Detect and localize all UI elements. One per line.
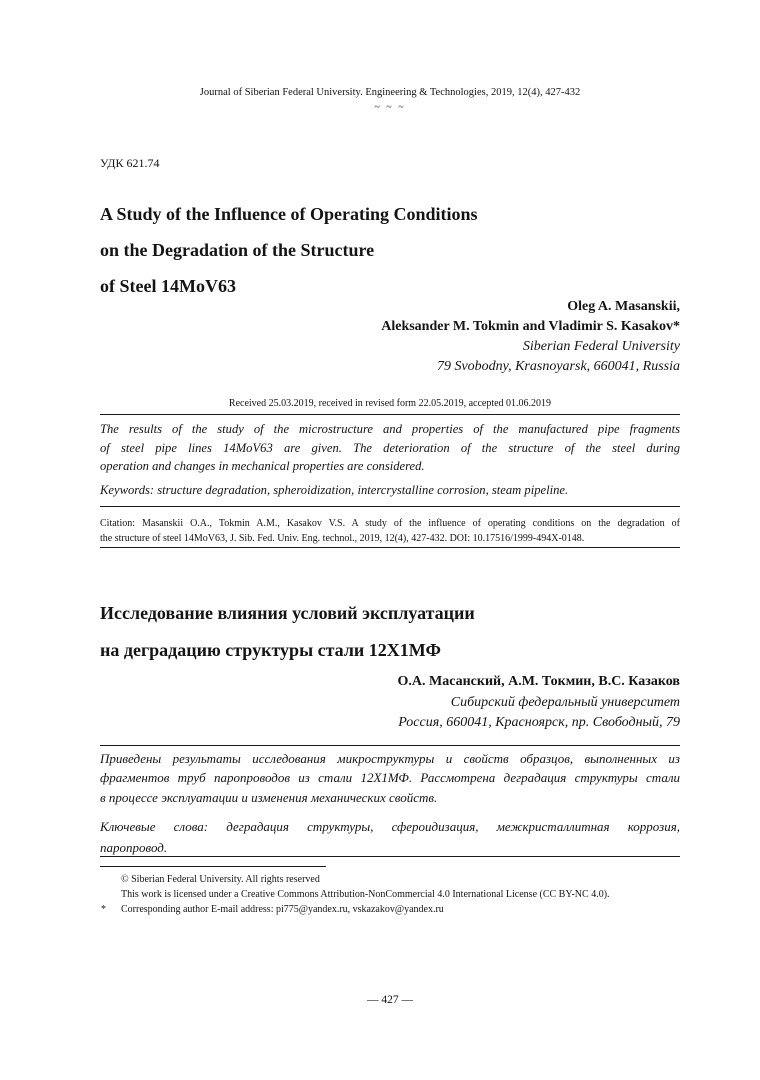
footnotes-block [100,872,680,918]
corresponding-author-text: Corresponding author E-mail address: pi775@yandex.ru, vskazakov@yandex.ru [121,904,444,916]
authors-block-ru [100,672,680,734]
udc-label: УДК 621.74 [100,156,160,170]
abstract-en-line: operation and changes in mechanical properties are considered. [100,459,425,474]
article-title-en [100,196,680,304]
abstract-en [100,420,680,476]
horizontal-rule [100,414,680,415]
article-title-ru-line: на деградацию структуры стали 12Х1МФ [100,640,442,660]
article-title-en-line: of Steel 14MoV63 [100,276,236,296]
author-names-en: Aleksander M. Tokmin and Vladimir S. Kasakov* [381,319,680,334]
abstract-en-line: of steel pipe lines 14MoV63 are given. The deterioration of the structure of the steel during [100,440,680,455]
footnote-rule [100,866,326,867]
citation-line: the structure of steel 14MoV63, J. Sib. Fed. Univ. Eng. technol., 2019, 12(4), 427-432. DOI: 10.17516/1999-494X-0148. [100,533,585,544]
page-number: — 427 — [367,994,413,1006]
tilde-separator: ~ ~ ~ [374,102,406,113]
horizontal-rule [100,506,680,507]
keywords-en: Keywords: structure degradation, spheroidization, intercrystalline corrosion, steam pipeline. [100,483,569,497]
authors-block-en [100,297,680,377]
abstract-ru-line: фрагментов труб паропроводов из стали 12Х1МФ. Рассмотрена деградация структуры стали [100,770,680,786]
horizontal-rule [100,745,680,746]
affiliation-en: Siberian Federal University [522,339,680,354]
author-names-ru: О.А. Масанский, А.М. Токмин, В.С. Казаков [397,674,680,689]
horizontal-rule [100,547,680,548]
abstract-ru-line: Приведены результаты исследования микроструктуры и свойств образцов, выполненных из [100,751,680,766]
citation-block [100,516,680,546]
keywords-ru [100,816,680,858]
abstract-ru-line: в процессе эксплуатации и изменения механических свойств. [100,789,438,805]
received-dates: Received 25.03.2019, received in revised form 22.05.2019, accepted 01.06.2019 [228,398,552,409]
corresponding-author-line [100,902,680,917]
copyright-line: © Siberian Federal University. All rights reserved [121,874,320,885]
author-names-en: Oleg A. Masanskii, [567,299,680,314]
horizontal-rule [100,856,680,857]
journal-header: Journal of Siberian Federal University. Engineering & Technologies, 2019, 12(4), 427-432 [199,87,581,98]
article-title-en-line: on the Degradation of the Structure [100,240,375,260]
keywords-ru-line: паропровод. [100,840,168,855]
abstract-ru [100,749,680,807]
article-title-ru [100,595,680,669]
keywords-ru-line: Ключевые слова: деградация структуры, сфероидизация, межкристаллитная коррозия, [100,819,680,834]
license-line: This work is licensed under a Creative Commons Attribution-NonCommercial 4.0 International License (CC BY-NC 4.0). [121,889,610,901]
affiliation-ru: Сибирский федеральный университет [450,694,680,710]
footnote-asterisk: * [101,904,106,916]
article-title-en-line: A Study of the Influence of Operating Conditions [100,204,478,224]
affiliation-address-ru: Россия, 660041, Красноярск, пр. Свободный, 79 [398,715,680,731]
abstract-en-line: The results of the study of the microstructure and properties of the manufactured pipe fragments [100,422,680,436]
article-title-ru-line: Исследование влияния условий эксплуатации [100,603,475,623]
citation-line: Citation: Masanskii O.A., Tokmin A.M., Kasakov V.S. A study of the influence of operating conditions on the degradation of [100,518,680,529]
affiliation-address-en: 79 Svobodny, Krasnoyarsk, 660041, Russia [436,359,680,374]
